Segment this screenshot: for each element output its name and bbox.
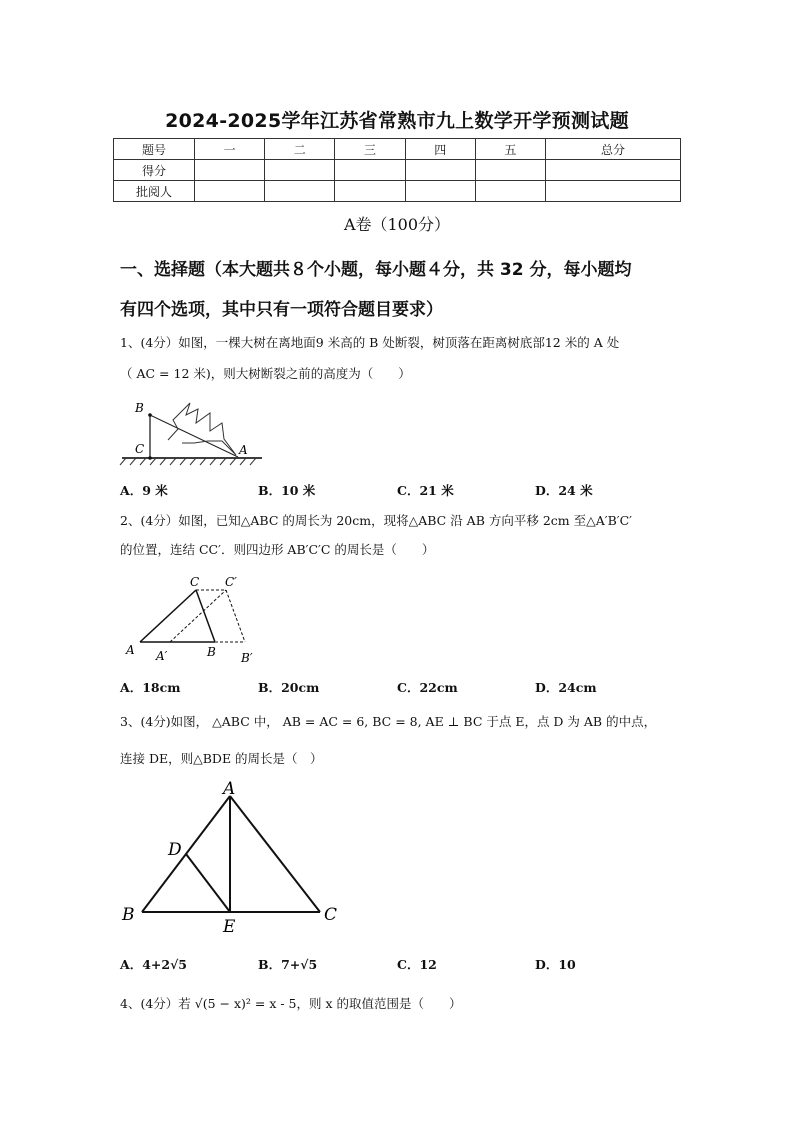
side-c-prime-b-prime [226, 590, 245, 642]
table-cell [195, 181, 265, 202]
option-c[interactable]: C．22cm [397, 680, 458, 695]
table-cell: 得分 [114, 160, 195, 181]
table-cell: 一 [195, 139, 265, 160]
question-1-text-line2: （ AC = 12 米)，则大树断裂之前的高度为（ ） [120, 366, 411, 381]
table-cell: 二 [265, 139, 335, 160]
table-cell [335, 181, 405, 202]
exam-title: 2024-2025学年江苏省常熟市九上数学开学预测试题 [165, 110, 629, 132]
label-b: B [207, 645, 216, 659]
side-cb [196, 590, 215, 642]
label-c: C [324, 905, 338, 925]
broken-top-line [150, 415, 238, 457]
table-cell [475, 181, 545, 202]
question-3-text-line1: 3、(4分)如图， △ABC 中， AB = AC = 6, BC = 8, AE ⊥ BC 于点 E，点 D 为 AB 的中点， [120, 714, 657, 729]
table-cell [405, 181, 475, 202]
section-heading-line1: 一、选择题（本大题共８个小题，每小题４分，共 32 分，每小题均 [120, 260, 632, 280]
ground-hatching [120, 458, 256, 465]
side-ac [230, 796, 320, 912]
table-cell: 三 [335, 139, 405, 160]
score-table [113, 138, 681, 202]
label-b-prime: B′ [241, 651, 253, 665]
question-3-figure [118, 774, 348, 936]
label-c: C [190, 575, 200, 589]
label-a: A [239, 443, 248, 457]
option-d[interactable]: D．24 米 [535, 483, 593, 498]
label-b: B [122, 905, 135, 925]
option-d[interactable]: D．24cm [535, 680, 597, 695]
table-cell [335, 160, 405, 181]
table-cell [475, 160, 545, 181]
question-2-text-line1: 2、(4分）如图，已知△ABC 的周长为 20cm，现将△ABC 沿 AB 方向平移 2cm 至△A′B′C′ [120, 513, 633, 528]
table-cell [546, 160, 681, 181]
label-a: A [126, 643, 135, 657]
option-a[interactable]: A．9 米 [120, 483, 168, 498]
tree-crown-outline [168, 403, 236, 455]
side-a-prime-c-prime [170, 590, 226, 642]
question-1-figure [118, 395, 268, 467]
question-1-text-line1: 1、(4分）如图，一棵大树在离地面9 米高的 B 处断裂，树顶落在距离树底部12 米的 A 处 [120, 335, 620, 350]
label-c: C [135, 442, 145, 456]
volume-heading: A卷（100分） [343, 215, 451, 234]
table-row [114, 139, 681, 160]
segment-de [186, 854, 230, 912]
option-b[interactable]: B．7+√5 [258, 957, 318, 972]
question-3-options [120, 955, 690, 973]
table-row [114, 181, 681, 202]
label-c-prime: C′ [225, 575, 237, 589]
table-cell: 批阅人 [114, 181, 195, 202]
section-heading-line2: 有四个选项，其中只有一项符合题目要求） [120, 300, 443, 320]
label-b: B [135, 401, 144, 415]
point-b [148, 413, 152, 417]
label-d: D [168, 840, 182, 860]
question-2-options [120, 678, 690, 696]
question-2-text-line2: 的位置，连结 CC′．则四边形 AB′C′C 的周长是（ ） [120, 542, 435, 557]
question-4-text: 4、(4分）若 √(5 − x)² = x - 5，则 x 的取值范围是（ ） [120, 996, 462, 1011]
side-ac [140, 590, 196, 642]
option-a[interactable]: A．4+2√5 [120, 957, 187, 972]
label-e: E [223, 917, 236, 936]
label-a-prime: A′ [156, 649, 168, 663]
table-cell [265, 181, 335, 202]
option-c[interactable]: C．21 米 [397, 483, 454, 498]
point-c [148, 456, 152, 460]
question-1-options [120, 481, 690, 499]
table-cell: 五 [475, 139, 545, 160]
table-cell [265, 160, 335, 181]
option-c[interactable]: C．12 [397, 957, 437, 972]
table-cell: 总分 [546, 139, 681, 160]
option-d[interactable]: D．10 [535, 957, 576, 972]
option-b[interactable]: B．10 米 [258, 483, 316, 498]
table-cell [546, 181, 681, 202]
question-3-text-line2: 连接 DE，则△BDE 的周长是（ ） [120, 751, 323, 766]
option-b[interactable]: B．20cm [258, 680, 320, 695]
label-a: A [223, 779, 236, 799]
table-cell [405, 160, 475, 181]
table-cell: 四 [405, 139, 475, 160]
table-cell [195, 160, 265, 181]
table-row [114, 160, 681, 181]
option-a[interactable]: A．18cm [120, 680, 181, 695]
question-2-figure [120, 574, 270, 666]
table-cell: 题号 [114, 139, 195, 160]
